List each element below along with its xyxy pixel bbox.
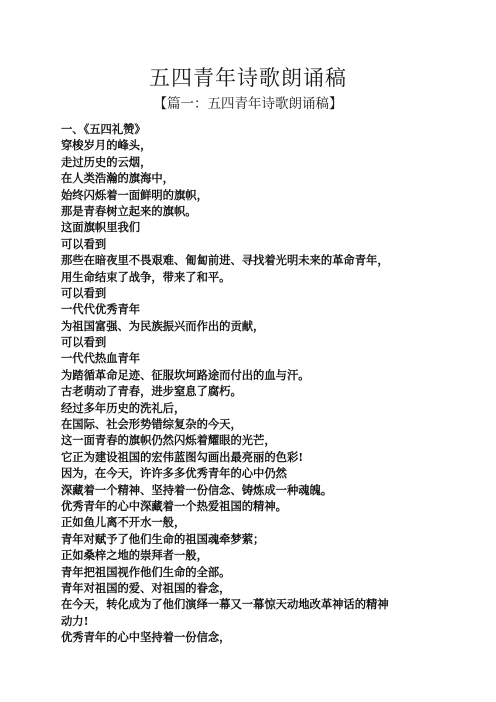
poem-line: 走过历史的云烟， <box>61 154 152 169</box>
poem-line: 一代代热血青年 <box>61 351 141 366</box>
poem-line: 优秀青年的心中坚持着一份信念， <box>61 630 231 645</box>
poem-line: 经过多年历史的洗礼后， <box>61 400 186 415</box>
poem-line: 青年把祖国视作他们生命的全部。 <box>61 564 231 579</box>
poem-line: 深藏着一个精神、坚持着一份信念、铸炼成一种魂魄。 <box>61 482 333 497</box>
poem-line: 为踏循革命足迹、征服坎坷路途而付出的血与汗。 <box>61 367 310 382</box>
poem-line: 那是青春树立起来的旗帜。 <box>61 203 197 218</box>
poem-line: 在人类浩瀚的旗海中， <box>61 171 174 186</box>
poem-line: 一、《五四礼赞》 <box>61 122 146 136</box>
poem-line: 优秀青年的心中深藏着一个热爱祖国的精神。 <box>61 498 287 513</box>
poem-line: 那些在暗夜里不畏艰难、匍匐前进、寻找着光明未来的革命青年， <box>61 253 389 268</box>
poem-line: 穿梭岁月的峰头， <box>61 138 152 153</box>
poem-body <box>61 121 441 646</box>
poem-line: 青年对祖国的爱、对祖国的眷念， <box>61 580 231 595</box>
poem-line: 正如桑梓之地的崇拜者一般， <box>61 548 208 563</box>
poem-line: 它正为建设祖国的宏伟蓝图勾画出最亮丽的色彩! <box>61 449 304 464</box>
poem-line: 古老萌动了青春，进步窒息了腐朽。 <box>61 384 242 399</box>
poem-line: 青年对赋予了他们生命的祖国魂牵梦萦； <box>61 531 265 546</box>
poem-line: 因为，在今天，许许多多优秀青年的心中仍然 <box>61 466 287 481</box>
page-title: 五四青年诗歌朗诵稿 <box>149 66 347 90</box>
poem-line: 正如鱼儿离不开水一般， <box>61 515 186 530</box>
poem-line: 可以看到 <box>61 236 107 251</box>
poem-line: 动力! <box>61 613 89 628</box>
poem-line: 这一面青春的旗帜仍然闪烁着耀眼的光芒， <box>61 433 276 448</box>
poem-line: 一代代优秀青年 <box>61 302 141 317</box>
poem-line: 可以看到 <box>61 285 107 300</box>
poem-line: 在今天，转化成为了他们演绎一幕又一幕惊天动地改革神话的精神 <box>61 597 389 612</box>
page-subtitle: 【篇一：五四青年诗歌朗诵稿】 <box>153 96 343 112</box>
poem-line: 为祖国富强、为民族振兴而作出的贡献， <box>61 318 265 333</box>
poem-line: 可以看到 <box>61 335 107 350</box>
poem-line: 在国际、社会形势错综复杂的今天， <box>61 417 242 432</box>
poem-line: 始终闪烁着一面鲜明的旗帜， <box>61 187 208 202</box>
poem-line: 这面旗帜里我们 <box>61 220 141 235</box>
poem-line: 用生命结束了战争，带来了和平。 <box>61 269 231 284</box>
